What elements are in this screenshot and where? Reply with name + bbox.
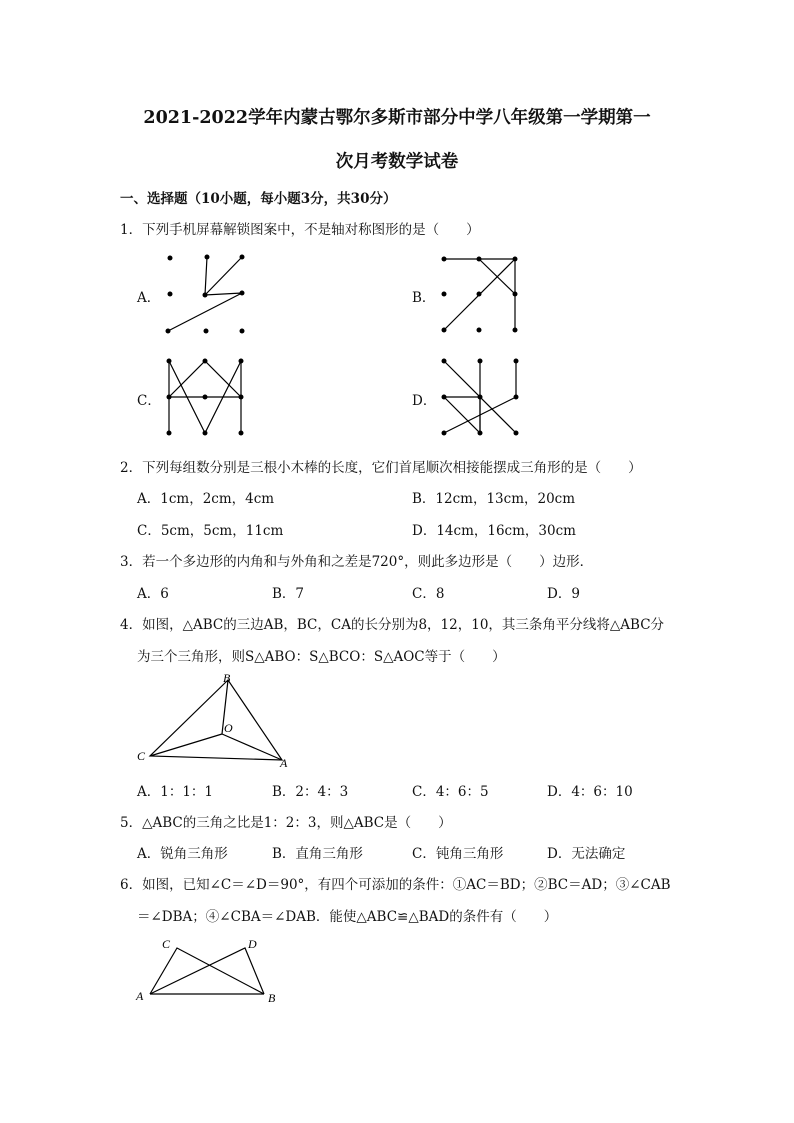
q2-option-c: C．5cm，5cm，11cm [137, 523, 284, 539]
section-heading: 一、选择题（10小题，每小题3分，共30分） [120, 191, 397, 207]
q4-option-b: B．2：4：3 [272, 784, 349, 800]
q2-option-d: D．14cm，16cm，30cm [412, 523, 576, 539]
q5-option-a: A．锐角三角形 [137, 846, 228, 862]
q5-option-d: D．无法确定 [547, 846, 626, 862]
q1-option-c-figure [160, 355, 250, 440]
q4-option-a: A．1：1：1 [137, 784, 214, 800]
question-2-stem: 2．下列每组数分别是三根小木棒的长度，它们首尾顺次相接能摆成三角形的是（ ） [120, 460, 642, 476]
q4-label-b: B [223, 671, 231, 685]
q3-option-d: D．9 [547, 586, 580, 602]
question-4-stem-line1: 4．如图，△ABC的三边AB，BC，CA的长分别为8，12，10，其三条角平分线将△ABC分 [120, 617, 665, 633]
q4-label-c: C [137, 749, 146, 763]
q1-option-b-label: B． [412, 290, 436, 306]
question-4-stem-line2: 为三个三角形，则S△ABO：S△BCO：S△AOC等于（ ） [137, 649, 506, 665]
q1-option-a-figure [160, 252, 250, 337]
q6-label-d: D [248, 937, 257, 951]
q3-option-b: B．7 [272, 586, 305, 602]
q1-option-c-label: C． [137, 393, 161, 409]
question-6-stem-line2: ＝∠DBA；④∠CBA＝∠DAB．能使△ABC≌△BAD的条件有（ ） [137, 909, 558, 925]
q2-option-a: A．1cm，2cm，4cm [137, 491, 275, 507]
question-1-stem: 1．下列手机屏幕解锁图案中，不是轴对称图形的是（ ） [120, 222, 480, 238]
q5-option-b: B．直角三角形 [272, 846, 363, 862]
exam-title-line2: 次月考数学试卷 [335, 152, 459, 172]
q6-label-c: C [162, 937, 171, 951]
question-6-stem-line1: 6．如图，已知∠C＝∠D＝90°，有四个可添加的条件：①AC＝BD；②BC＝AD；③∠CAB [120, 877, 671, 893]
question-5-stem: 5．△ABC的三角之比是1：2：3，则△ABC是（ ） [120, 815, 452, 831]
q6-triangles-figure [132, 932, 292, 1012]
q1-option-a-label: A． [137, 290, 161, 306]
q4-option-d: D．4：6：10 [547, 784, 633, 800]
q2-option-b: B．12cm，13cm，20cm [412, 491, 576, 507]
q3-option-c: C．8 [412, 586, 445, 602]
q6-label-b: B [268, 991, 276, 1005]
q3-option-a: A．6 [137, 586, 169, 602]
question-3-stem: 3．若一个多边形的内角和与外角和之差是720°，则此多边形是（ ）边形． [120, 554, 594, 570]
q5-option-c: C．钝角三角形 [412, 846, 504, 862]
q1-option-d-label: D． [412, 393, 437, 409]
q1-option-d-figure [435, 355, 525, 440]
q4-label-o: O [224, 721, 233, 735]
q4-triangle-figure [132, 670, 302, 774]
exam-title-line1: 2021-2022学年内蒙古鄂尔多斯市部分中学八年级第一学期第一 [143, 108, 651, 128]
q4-option-c: C．4：6：5 [412, 784, 489, 800]
q6-label-a: A [136, 989, 144, 1003]
q4-label-a: A [280, 756, 288, 770]
q1-option-b-figure [435, 252, 525, 337]
